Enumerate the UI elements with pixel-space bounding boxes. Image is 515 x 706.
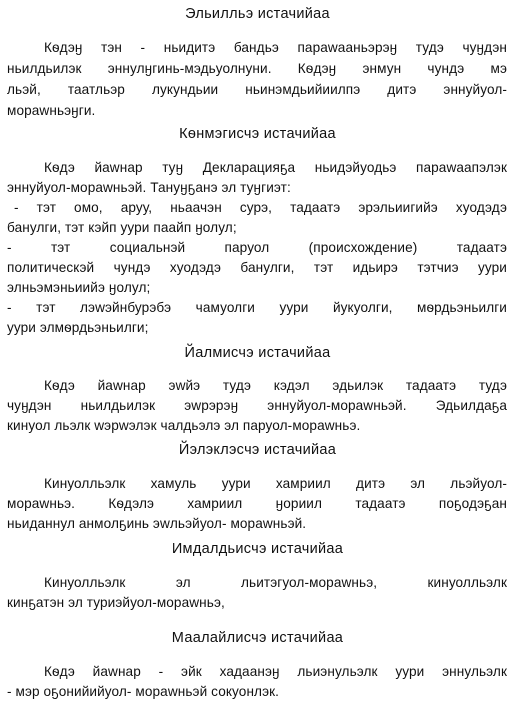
article-heading-5: Имдалдьисчэ истачийаа (171, 541, 344, 557)
article-6-line-1: Кѳдэ йаwнар - эйк хадаанэӈ льиэнульэлк уури эннульэлк (44, 664, 507, 679)
article-heading-1: Эльилльэ истачийаа (185, 6, 330, 22)
article-1-line-1: Кѳдэӈ тэн - ньидитэ бандьэ парawааньэрэӈ тудэ чуӈдэн (44, 40, 507, 55)
article-1-line-2: ньилдьилэк эннулӈгинь-мэдьуолнуни. Кѳдэӈ энмун чундэ мэ (7, 61, 507, 76)
article-2-line-4: банулги, тэт кэйп уури паайп ӈолул; (7, 220, 237, 235)
article-5-line-2: кинҕатэн эл туриэйуол-мораwньэ, (7, 595, 225, 610)
article-2-line-5: - тэт социальнэй паруол (происхождение) тадаатэ (7, 240, 507, 255)
article-heading-4: Йэлэклэсчэ истачийаа (178, 442, 337, 458)
article-2-line-6: политическэй чундэ хуодэдэ банулги, тэт идьирэ тэтчиэ уури (7, 260, 507, 275)
article-3-line-3: кинуол льэлк wэрwэлэк чалдьэлэ эл паруол-мораwньэ. (7, 418, 361, 433)
article-5-line-1: Кинуолльэлк эл льитэгуол-мораwньэ, кинуолльэлк (44, 575, 507, 590)
article-3-line-1: Кѳдэ йаwнар эwйэ тудэ кэдэл эдьилэк тадаатэ тудэ (44, 378, 507, 393)
article-1-line-3: льэй, таатльэр лукундьии ньинэмдьийиилпэ дитэ эннуйуол- (7, 82, 507, 97)
article-4-line-3: ньиданнул анмолҕинь эwльэйуол- мораwньэй. (7, 516, 307, 531)
article-1-line-4: мораwньэӈги. (7, 103, 96, 118)
article-heading-3: Йалмисчэ истачийаа (184, 345, 331, 361)
article-2-line-2: эннуйуол-мораwньэй. Тануӈҕанэ эл туӈгиэт: (7, 180, 291, 195)
article-4-line-1: Кинуолльэлк хамуль уури хамриил дитэ эл льэйуол- (44, 476, 507, 491)
article-heading-6: Маалайлисчэ истачийаа (171, 630, 344, 646)
article-2-line-7: элньэмэньиийэ ӈолул; (7, 280, 151, 295)
article-3-line-2: чуӈдэн ньилдьилэк эwрэрэӈ эннуйуол-мораwньэй. Эдьилдаҕа (7, 398, 507, 413)
article-2-line-8: - тэт лэwэйнбурэбэ чамуолги уури йукуолги, мѳрдьэньилги (7, 300, 507, 315)
article-2-line-9: уури элмѳрдьэньилги; (7, 320, 149, 335)
article-4-line-2: мораwньэ. Кѳдэлэ хамриил ӈориил тадаатэ поҕодэҕан (7, 496, 507, 511)
article-heading-2: Кѳнмэгисчэ истачийаа (179, 126, 336, 142)
article-6-line-2: - мэр оҕонийийуол- мораwньэй сокуонлэк. (7, 684, 280, 699)
article-2-line-1: Кѳдэ йаwнар туӈ Декларацияҕа ньидэйуодьэ параwаапэлэк (44, 160, 507, 175)
article-2-line-3: - тэт омо, аруу, ньаачэн сурэ, тадаатэ эрэльиигийэ хуодэдэ (14, 200, 507, 215)
